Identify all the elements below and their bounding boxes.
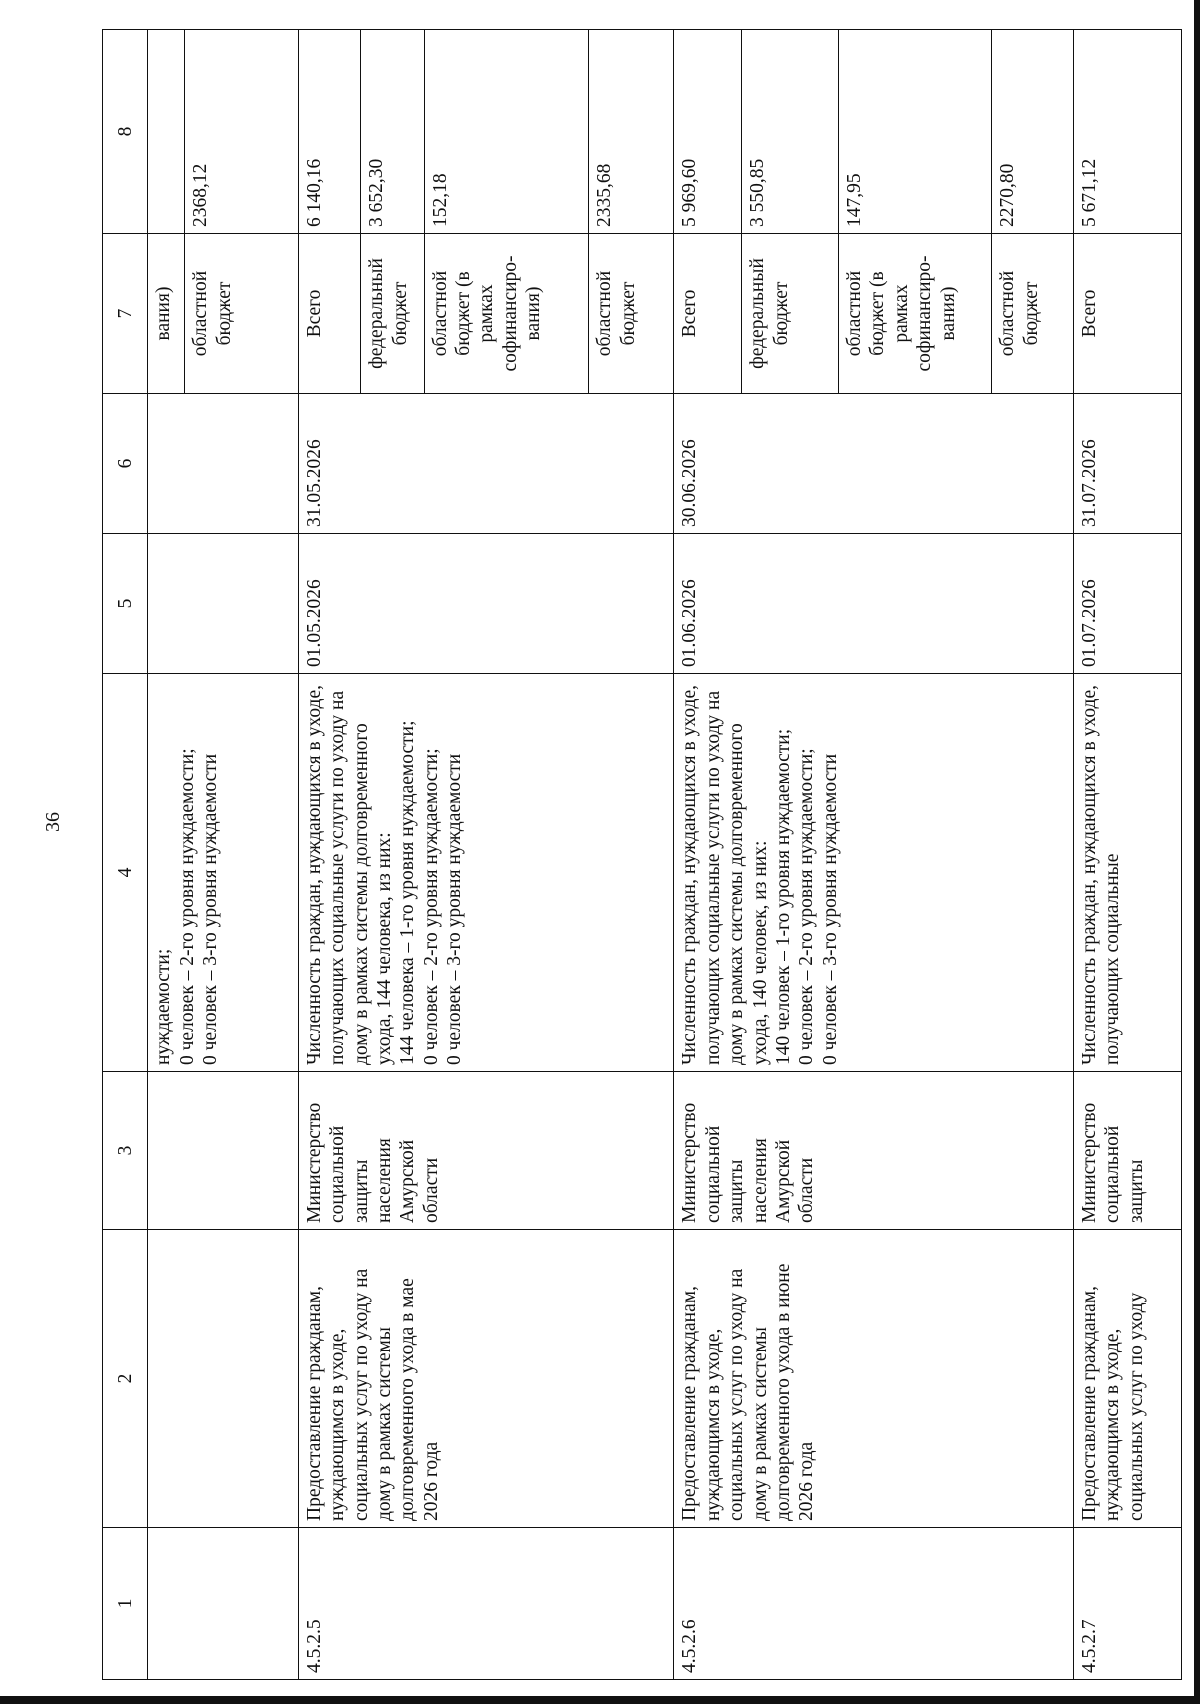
table-row <box>674 30 742 1680</box>
indicator-cell: Численность граждан, нуждающихся в уходе, получающих социальные услуги по уходу на дому в рамках системы долговременного ухода, 144 человека, из них: 144 человека – 1-го уровня нуждаемости; 0 человек – 2-го уровня нуждаемости; 0 человек – 3-го уровня нуждаемости <box>298 674 674 1072</box>
amount-cell: 2270,80 <box>992 30 1074 234</box>
num-cell: 4.5.2.5 <box>298 1528 674 1680</box>
scan-edge-right <box>1194 0 1200 1704</box>
header-cell: 6 <box>103 394 148 534</box>
executor-cell: Министерство социальной защиты населения Амурской области <box>298 1072 674 1230</box>
funding-source-cell: Всего <box>674 234 742 394</box>
amount-cell: 3 652,30 <box>361 30 424 234</box>
amount-cell: 152,18 <box>424 30 589 234</box>
scan-edge-bottom <box>0 1696 1200 1704</box>
table-row <box>148 30 185 1680</box>
end-date-cell <box>148 394 298 534</box>
indicator-cell: нуждаемости; 0 человек – 2-го уровня нуждаемости; 0 человек – 3-го уровня нуждаемости <box>148 674 298 1072</box>
header-cell: 5 <box>103 534 148 674</box>
funding-source-cell: федеральный бюджет <box>742 234 839 394</box>
start-date-cell: 01.05.2026 <box>298 534 674 674</box>
header-cell: 8 <box>103 30 148 234</box>
start-date-cell <box>148 534 298 674</box>
executor-cell: Министерство социальной защиты <box>1074 1072 1182 1230</box>
end-date-cell: 31.05.2026 <box>298 394 674 534</box>
amount-cell: 3 550,85 <box>742 30 839 234</box>
funding-source-cell: областной бюджет <box>992 234 1074 394</box>
name-cell: Предоставление гражданам, нуждающимся в уходе, социальных услуг по уходу на дому в рамках системы долговременного ухода в июне 2026 года <box>674 1230 1074 1528</box>
funding-source-cell: областной бюджет (в рамках софинансиро-вания) <box>839 234 992 394</box>
amount-cell: 147,95 <box>839 30 992 234</box>
header-cell: 7 <box>103 234 148 394</box>
indicator-cell: Численность граждан, нуждающихся в уходе, получающих социальные услуги по уходу на дому в рамках системы долговременного ухода, 140 человек, из них: 140 человек – 1-го уровня нуждаемости; 0 человек – 2-го уровня нуждаемости; 0 человек – 3-го уровня нуждаемости <box>674 674 1074 1072</box>
name-cell <box>148 1230 298 1528</box>
funding-source-cell: областной бюджет (в рамках софинансиро-вания) <box>424 234 589 394</box>
activities-table <box>102 29 1182 1680</box>
num-cell: 4.5.2.6 <box>674 1528 1074 1680</box>
amount-cell: 5 969,60 <box>674 30 742 234</box>
amount-cell: 5 671,12 <box>1074 30 1182 234</box>
funding-source-cell: федеральный бюджет <box>361 234 424 394</box>
table-row <box>1074 30 1182 1680</box>
amount-cell <box>148 30 185 234</box>
header-row <box>103 30 148 1680</box>
table-row <box>298 30 360 1680</box>
funding-source-cell: Всего <box>1074 234 1182 394</box>
name-cell: Предоставление гражданам, нуждающимся в уходе, социальных услуг по уходу <box>1074 1230 1182 1528</box>
header-cell: 2 <box>103 1230 148 1528</box>
start-date-cell: 01.07.2026 <box>1074 534 1182 674</box>
name-cell: Предоставление гражданам, нуждающимся в уходе, социальных услуг по уходу на дому в рамках системы долговременного ухода в мае 2026 года <box>298 1230 674 1528</box>
num-cell <box>148 1528 298 1680</box>
amount-cell: 2335,68 <box>589 30 674 234</box>
header-cell: 1 <box>103 1528 148 1680</box>
executor-cell: Министерство социальной защиты населения Амурской области <box>674 1072 1074 1230</box>
funding-source-cell: областной бюджет <box>589 234 674 394</box>
indicator-cell: Численность граждан, нуждающихся в уходе, получающих социальные <box>1074 674 1182 1072</box>
funding-source-cell: вания) <box>148 234 185 394</box>
num-cell: 4.5.2.7 <box>1074 1528 1182 1680</box>
funding-source-cell: Всего <box>298 234 360 394</box>
header-cell: 4 <box>103 674 148 1072</box>
start-date-cell: 01.06.2026 <box>674 534 1074 674</box>
rotated-table-wrapper <box>102 30 1182 1680</box>
end-date-cell: 31.07.2026 <box>1074 394 1182 534</box>
amount-cell: 2368,12 <box>185 30 299 234</box>
header-cell: 3 <box>103 1072 148 1230</box>
executor-cell <box>148 1072 298 1230</box>
page-number: 36 <box>42 812 64 832</box>
end-date-cell: 30.06.2026 <box>674 394 1074 534</box>
amount-cell: 6 140,16 <box>298 30 360 234</box>
funding-source-cell: областной бюджет <box>185 234 299 394</box>
